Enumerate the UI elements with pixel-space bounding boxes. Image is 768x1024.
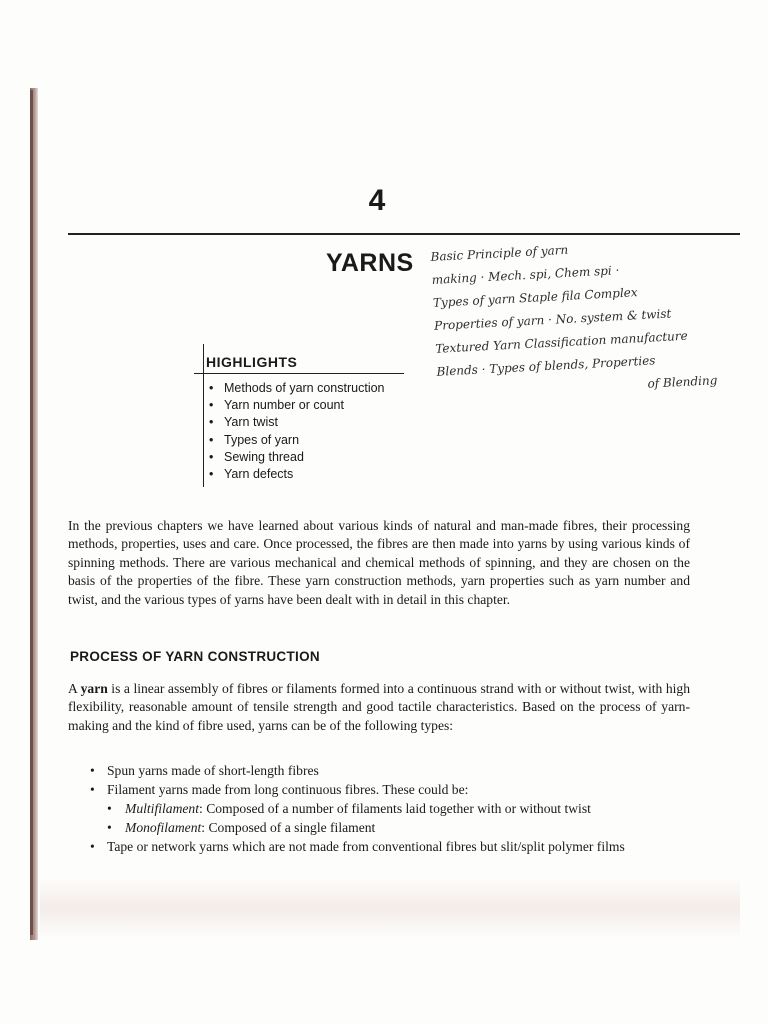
definition-lead: A <box>68 681 81 696</box>
highlight-item: • Yarn defects <box>209 466 385 483</box>
highlights-list <box>209 380 385 483</box>
yarn-type-text: Filament yarns made from long continuous fibres. These could be: <box>107 782 469 797</box>
handwritten-notes <box>430 229 758 407</box>
intro-paragraph: In the previous chapters we have learned about various kinds of natural and man-made fibres, their processing methods, properties, uses and care. Once processed, the fibres are then made into yarns by using various kinds of spinning methods. There are various mechanical and chemical methods of spinning, and they are chosen on the basis of the properties of the fibre. These yarn construction methods, yarn properties such as yarn number and twist, and the various types of yarns have been dealt with in detail in this chapter. <box>68 518 690 607</box>
handwritten-note-line: Textured Yarn Classification manufacture <box>435 328 689 356</box>
highlights-title: HIGHLIGHTS <box>206 354 298 370</box>
yarn-subtype-item <box>90 818 700 837</box>
chapter-title: YARNS <box>326 249 414 277</box>
handwritten-note-line: making · Mech. spi, Chem spi · <box>431 263 620 287</box>
yarn-subtype-term: Multifilament <box>125 801 200 816</box>
book-spine-edge <box>30 90 33 935</box>
highlight-item: • Methods of yarn construction <box>209 380 385 397</box>
definition-term: yarn <box>80 681 108 696</box>
yarn-type-item <box>90 780 700 799</box>
yarn-type-item <box>90 761 700 780</box>
highlights-vertical-rule <box>203 344 204 487</box>
highlight-item: • Sewing thread <box>209 449 385 466</box>
yarn-subtype-text: : Composed of a single filament <box>201 820 376 835</box>
page-bottom-shadow <box>40 878 740 938</box>
highlights-rule <box>194 373 404 374</box>
handwritten-note-line: Types of yarn Staple fila Complex <box>432 285 638 310</box>
yarn-subtype-term: Monofilament <box>125 820 202 835</box>
yarn-definition-paragraph <box>68 680 690 735</box>
yarn-type-text: Spun yarns made of short-length fibres <box>107 763 319 778</box>
yarn-subtype-text: : Composed of a number of filaments laid together with or without twist <box>199 801 591 816</box>
highlight-item: • Yarn number or count <box>209 397 385 414</box>
definition-text: is a linear assembly of fibres or filaments formed into a continuous strand with or without twist, with high flexibility, reasonable amount of tensile strength and good tactile characteristics. Based on the process of yarn-making and the kind of fibre used, yarns can be of the following types: <box>68 681 691 733</box>
handwritten-note-line: of Blending <box>647 373 718 391</box>
yarn-type-item <box>90 837 700 856</box>
section-heading: PROCESS OF YARN CONSTRUCTION <box>70 649 320 664</box>
yarn-types-list <box>90 761 700 856</box>
handwritten-note-line: Properties of yarn · No. system & twist <box>433 306 672 333</box>
yarn-type-text: Tape or network yarns which are not made from conventional fibres but slit/split polymer films <box>107 839 625 854</box>
handwritten-note-line: Blends · Types of blends, Properties <box>436 353 656 379</box>
highlight-item: • Yarn twist <box>209 414 385 431</box>
chapter-number: 4 <box>368 184 386 217</box>
yarn-subtype-item <box>90 799 700 818</box>
highlight-item: • Types of yarn <box>209 432 385 449</box>
handwritten-note-line: Basic Principle of yarn <box>430 242 569 264</box>
